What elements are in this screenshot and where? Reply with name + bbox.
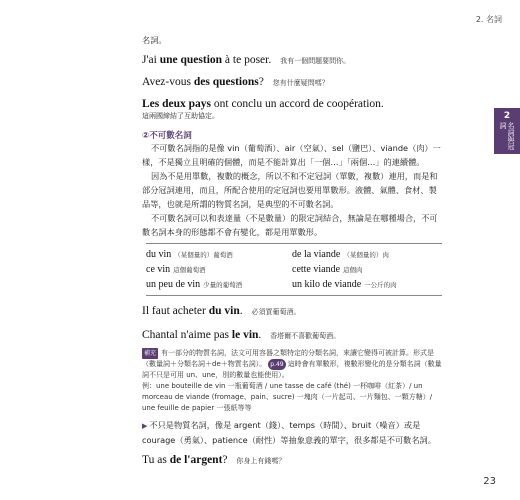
example-4 <box>142 304 444 320</box>
chapter-tab-text: 名詞與冠詞 <box>499 122 515 150</box>
supplement-examples: 例：une bouteille de vin 一瓶葡萄酒 / une tasse de café (thé) 一杯咖啡（紅茶）/ un morceau de viande (fromage、pain、sucre) 一塊肉（一片起司、一片麵包、一顆方糖）/ une feuille de papier 一張紙等等 <box>142 382 433 412</box>
table-cell-zh: （某個量的）肉 <box>343 251 389 259</box>
supplement-text-2: 這時會有單數形，複數形變化的是分類名詞（數量詞不只是可用 un、une，別的數量也能使用）。 <box>142 360 442 379</box>
running-head: 2. 名詞 <box>475 15 502 24</box>
example-2-fr-bold: des questions <box>193 76 259 88</box>
example-2-fr-end: ? <box>258 76 264 88</box>
table-cell-zh: 少量的葡萄酒 <box>203 281 243 289</box>
example-3-translation: 這兩國締結了互助協定。 <box>142 112 219 120</box>
chapter-tab <box>494 108 520 154</box>
example-1-fr: J'ai <box>142 54 160 66</box>
example-3-fr-bold: Les deux pays <box>142 98 212 110</box>
closing-paragraph-text: 不只是物質名詞，像是 argent（錢）、temps（時間）、bruit（噪音）或是 courage（勇氣）、patience（耐性）等抽象意義的單字，很多都是不可數名詞。 <box>142 420 436 445</box>
example-6-fr: Tu as <box>142 454 170 466</box>
example-1 <box>142 53 444 69</box>
example-2-translation: 您有什麼疑問嗎？ <box>272 79 329 87</box>
closing-paragraph <box>142 418 444 447</box>
example-5 <box>142 328 444 344</box>
triangle-bullet-icon: ▶ <box>142 422 148 430</box>
supplement-text: 有一部分的物質名詞，法文可用容器之類特定的分類名詞，來讓它變得可被計算。形式是（數量詞＋分類名詞＋de＋物質名詞）。 <box>142 349 435 368</box>
table-cell-zh: （某個量的）葡萄酒 <box>174 251 233 259</box>
table-cell-zh: 這個葡萄酒 <box>173 266 206 274</box>
table-row <box>146 277 442 292</box>
section-paragraph-2: 因為不是用單數，複數的概念，所以不和不定冠詞（單數，複數）連用，而是和部分冠詞連用，而且，所配合使用的定冠詞也要用單數形。液體、氣體、食材、製品等，也就是所謂的物質名詞，是典型的不可數名詞。 <box>142 171 438 209</box>
table-cell-fr: de la viande <box>292 249 341 260</box>
example-4-fr-bold: du vin <box>208 305 240 317</box>
main-content <box>142 33 444 469</box>
example-6-translation: 你身上有錢嗎？ <box>236 457 286 465</box>
example-2 <box>142 75 444 91</box>
supplement-note <box>142 348 444 414</box>
section-title: ②不可數名詞 <box>142 131 192 141</box>
table-cell <box>146 249 292 260</box>
table-cell-fr: cette viande <box>292 264 341 275</box>
example-5-fr-bold: le vin <box>231 329 259 341</box>
example-5-fr-end: . <box>258 329 262 341</box>
example-4-translation: 必須買葡萄酒。 <box>251 308 301 316</box>
example-1-translation: 我有一個問題要問你。 <box>280 57 351 65</box>
table-row <box>146 247 442 262</box>
table-cell <box>292 279 438 290</box>
example-6-fr-end: ? <box>222 454 228 466</box>
table-cell <box>146 279 292 290</box>
example-3-fr: ont conclu un accord de coopération. <box>211 98 384 110</box>
table-row <box>146 262 442 277</box>
page-number: 23 <box>483 476 496 487</box>
example-5-fr: Chantal n'aime pas <box>142 329 232 341</box>
example-1-fr-bold: une question <box>159 54 223 66</box>
example-6 <box>142 453 444 469</box>
intro-line: 名詞。 <box>142 35 167 45</box>
table-cell-fr: du vin <box>146 249 172 260</box>
table-cell-fr: ce vin <box>146 264 171 275</box>
table-cell-fr: un kilo de viande <box>292 279 362 290</box>
example-4-fr: Il faut acheter <box>142 305 209 317</box>
page-reference: p.49 <box>270 361 284 368</box>
supplement-badge: 補充 <box>144 350 157 357</box>
table-cell-zh: 一公斤的肉 <box>364 281 397 289</box>
table-cell <box>292 249 438 260</box>
example-table <box>146 243 442 296</box>
example-1-fr-end: à te poser. <box>222 54 272 66</box>
example-6-fr-bold: de l'argent <box>169 454 223 466</box>
example-4-fr-end: . <box>239 305 243 317</box>
table-cell <box>292 264 438 275</box>
table-cell-fr: un peu de vin <box>146 279 201 290</box>
example-2-fr: Avez-vous <box>142 76 194 88</box>
section-paragraph-3: 不可數名詞可以和表達量（不是數量）的限定詞結合，無論是在哪種場合，不可數名詞本身的形態都不會有變化，都是用單數形。 <box>142 213 438 237</box>
table-cell <box>146 264 292 275</box>
table-cell-zh: 這個肉 <box>343 266 363 274</box>
chapter-tab-number: 2 <box>503 111 511 121</box>
example-3 <box>142 97 444 112</box>
section-paragraph-1: 不可數名詞指的是像 vin（葡萄酒）、air（空氣）、sel（鹽巴）、viande（肉）一樣，不是獨立且明確的個體，而是不能計算出「一個…」「兩個…」的連續體。 <box>142 143 441 167</box>
example-5-translation: 香塔爾不喜歡葡萄酒。 <box>270 332 341 340</box>
